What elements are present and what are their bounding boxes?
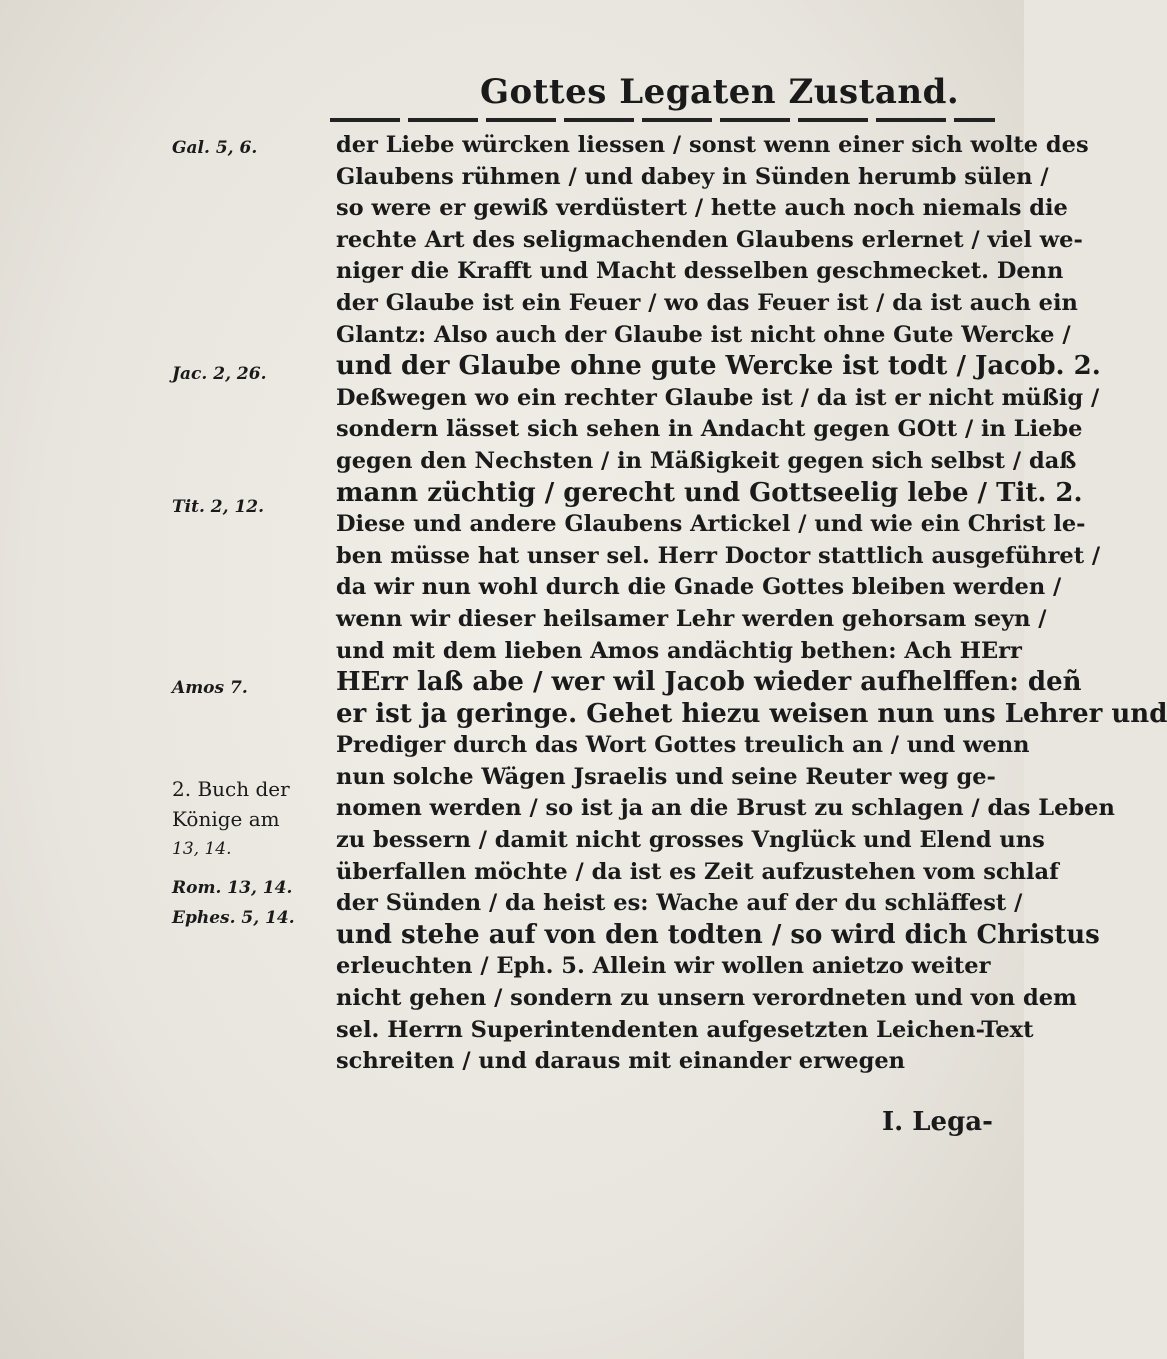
text-line: schreiten / und daraus mit einander erwegen <box>336 1048 906 1075</box>
margin-note-amos: Amos 7. <box>172 678 248 698</box>
text-line: niger die Krafft und Macht desselben geschmecket. Denn <box>336 258 1064 285</box>
text-line: sondern lässet sich sehen in Andacht gegen GOtt / in Liebe <box>336 416 1083 443</box>
text-line: der Glaube ist ein Feuer / wo das Feuer ist / da ist auch ein <box>336 289 1078 316</box>
text-line: nun solche Wägen Jsraelis und seine Reuter weg ge- <box>336 763 996 790</box>
margin-note-tit: Tit. 2, 12. <box>172 497 265 517</box>
text-line: wenn wir dieser heilsamer Lehr werden gehorsam seyn / <box>336 605 1047 632</box>
margin-note-buch <box>172 774 322 864</box>
margin-note-buch-line3: 13, 14. <box>172 839 232 859</box>
text-line: sel. Herrn Superintendenten aufgesetzten Leichen-Text <box>336 1016 1034 1043</box>
body-text <box>336 130 1167 1078</box>
text-line: der Liebe würcken liessen / sonst wenn einer sich wolte des <box>336 132 1089 158</box>
text-line: nicht gehen / sondern zu unsern verordneten und von dem <box>336 985 1077 1012</box>
text-line: nomen werden / so ist ja an die Brust zu schlagen / das Leben <box>336 795 1115 822</box>
text-line: Diese und andere Glaubens Artickel / und wie ein Christ le- <box>336 511 1086 538</box>
text-line: und stehe auf von den todten / so wird dich Christus <box>336 919 1100 950</box>
text-line: Glaubens rühmen / und dabey in Sünden herumb sülen / <box>336 163 1049 190</box>
margin-note-buch-line1: 2. Buch der <box>172 777 290 801</box>
margin-note-rom: Rom. 13, 14. <box>172 878 293 898</box>
text-line: ben müsse hat unser sel. Herr Doctor stattlich ausgeführet / <box>336 542 1101 569</box>
header-rule <box>330 118 995 122</box>
margin-note-buch-line2: Könige am <box>172 807 280 831</box>
text-line: HErr laß abe / wer wil Jacob wieder aufhelffen: deñ <box>336 667 1082 698</box>
text-line: und der Glaube ohne gute Wercke ist todt / Jacob. 2. <box>336 351 1101 382</box>
text-line: er ist ja geringe. Gehet hiezu weisen nun uns Lehrer und <box>336 698 1167 729</box>
text-line: rechte Art des seligmachenden Glaubens erlernet / viel we- <box>336 226 1083 253</box>
margin-note-jac: Jac. 2, 26. <box>172 364 267 384</box>
text-line: so were er gewiß verdüstert / hette auch noch niemals die <box>336 195 1068 222</box>
text-line: da wir nun wohl durch die Gnade Gottes bleiben werden / <box>336 574 1062 601</box>
text-line: Deßwegen wo ein rechter Glaube ist / da ist er nicht müßig / <box>336 384 1100 411</box>
margin-note-gal: Gal. 5, 6. <box>172 138 258 158</box>
text-line: der Sünden / da heist es: Wache auf der du schläffest / <box>336 890 1023 917</box>
text-line: zu bessern / damit nicht grosses Vnglück und Elend uns <box>336 827 1045 854</box>
text-line: überfallen möchte / da ist es Zeit aufzustehen vom schlaf <box>336 858 1059 885</box>
text-line: mann züchtig / gerecht und Gottseelig lebe / Tit. 2. <box>336 477 1083 508</box>
text-line: und mit dem lieben Amos andächtig bethen: Ach HErr <box>336 637 1022 664</box>
text-line: Prediger durch das Wort Gottes treulich an / und wenn <box>336 732 1030 759</box>
text-line: gegen den Nechsten / in Mäßigkeit gegen sich selbst / daß <box>336 447 1077 474</box>
margin-note-ephes: Ephes. 5, 14. <box>172 908 295 928</box>
running-head: Gottes Legaten Zustand. <box>480 72 960 112</box>
catchword: I. Lega- <box>882 1107 993 1137</box>
text-line: Glantz: Also auch der Glaube ist nicht ohne Gute Wercke / <box>336 321 1071 348</box>
text-line: erleuchten / Eph. 5. Allein wir wollen anietzo weiter <box>336 953 991 980</box>
